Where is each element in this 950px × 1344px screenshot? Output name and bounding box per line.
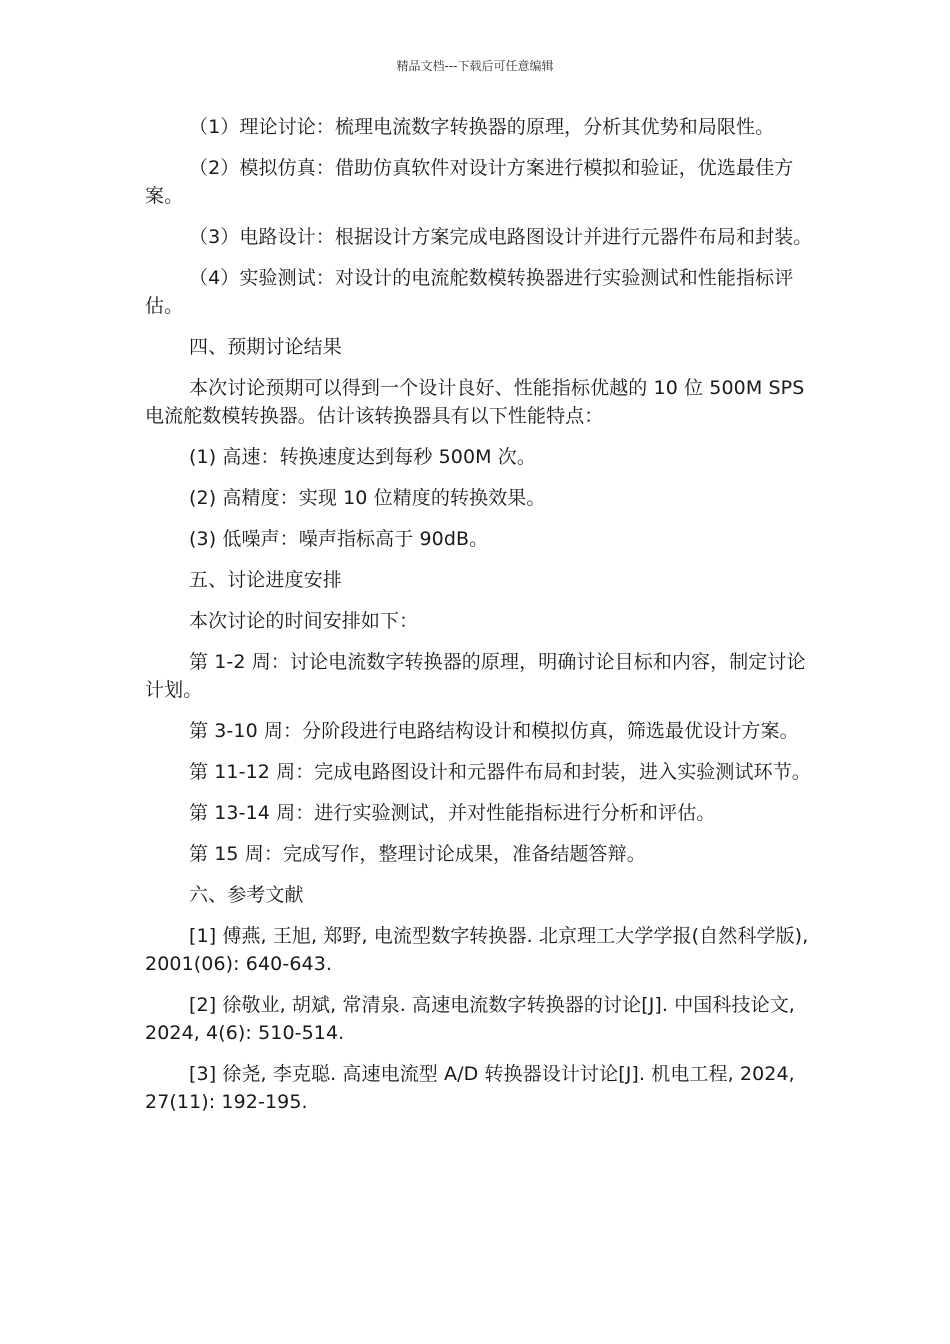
section-heading-references: 六、参考文献 [189, 884, 304, 906]
feature-high-precision: (2) 高精度：实现 10 位精度的转换效果。 [189, 487, 546, 509]
schedule-week-11-12: 第 11-12 周：完成电路图设计和元器件布局和封装，进入实验测试环节。 [189, 761, 811, 783]
feature-low-noise: (3) 低噪声：噪声指标高于 90dB。 [189, 528, 489, 550]
schedule-week-3-10: 第 3-10 周：分阶段进行电路结构设计和模拟仿真，筛选最优设计方案。 [189, 720, 799, 742]
section-heading-expected-results: 四、预期讨论结果 [189, 336, 342, 358]
section-heading-schedule: 五、讨论进度安排 [189, 569, 342, 591]
method-theory: （1）理论讨论：梳理电流数字转换器的原理，分析其优势和局限性。 [189, 116, 775, 138]
feature-high-speed: (1) 高速：转换速度达到每秒 500M 次。 [189, 446, 536, 468]
schedule-week-15: 第 15 周：完成写作，整理讨论成果，准备结题答辩。 [189, 843, 646, 865]
reference-3: [3] 徐尧, 李克聪. 高速电流型 A/D 转换器设计讨论[J]. 机电工程, 2024, 27(11): 192-195. [145, 1063, 795, 1113]
document-body [145, 113, 815, 1129]
reference-1: [1] 傅燕, 王旭, 郑野, 电流型数字转换器. 北京理工大学学报(自然科学版), 2001(06): 640-643. [145, 925, 809, 975]
schedule-week-1-2: 第 1-2 周：讨论电流数字转换器的原理，明确讨论目标和内容，制定讨论计划。 [145, 651, 806, 701]
expected-results-intro: 本次讨论预期可以得到一个设计良好、性能指标优越的 10 位 500M SPS 电流舵数模转换器。估计该转换器具有以下性能特点： [145, 377, 805, 427]
reference-2: [2] 徐敬业, 胡斌, 常清泉. 高速电流数字转换器的讨论[J]. 中国科技论文, 2024, 4(6): 510-514. [145, 994, 795, 1044]
method-experiment: （4）实验测试：对设计的电流舵数模转换器进行实验测试和性能指标评估。 [145, 267, 794, 317]
schedule-week-13-14: 第 13-14 周：进行实验测试，并对性能指标进行分析和评估。 [189, 802, 716, 824]
method-circuit-design: （3）电路设计：根据设计方案完成电路图设计并进行元器件布局和封装。 [189, 226, 813, 248]
schedule-intro: 本次讨论的时间安排如下： [189, 610, 419, 632]
method-simulation: （2）模拟仿真：借助仿真软件对设计方案进行模拟和验证，优选最佳方案。 [145, 157, 794, 207]
page-header: 精品文档---下载后可任意编辑 [396, 59, 554, 73]
